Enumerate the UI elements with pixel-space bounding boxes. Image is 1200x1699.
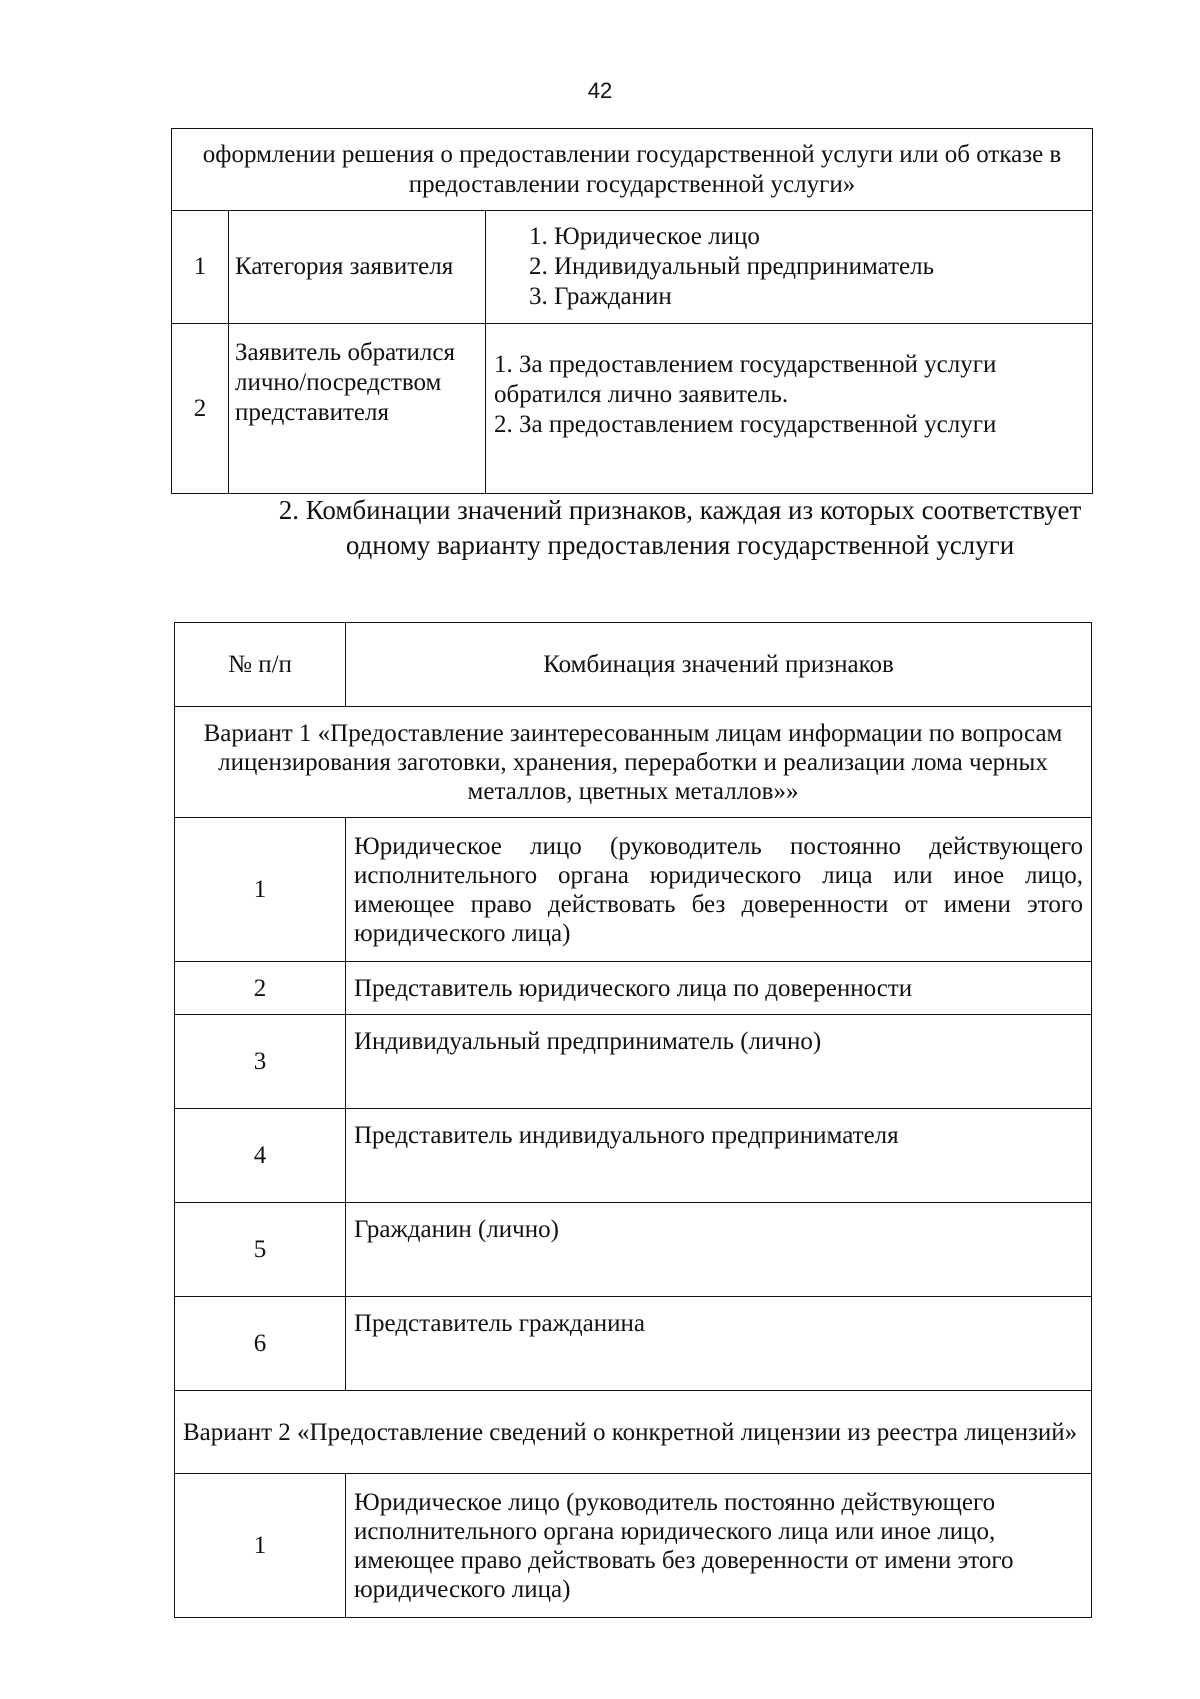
- table-row: [175, 1109, 1092, 1203]
- row-number: 6: [175, 1297, 346, 1391]
- variant-title: Вариант 1 «Предоставление заинтересованным лицам информации по вопросам лицензирования заготовки, хранения, переработки и реализации лома черных металлов, цветных металлов»»: [175, 707, 1092, 818]
- row-number: 5: [175, 1203, 346, 1297]
- criterion-values: [486, 211, 1093, 324]
- continuation-text: оформлении решения о предоставлении государственной услуги или об отказе в предоставлении государственной услуги»: [172, 129, 1093, 211]
- page-number: 42: [587, 78, 613, 103]
- list-item: 3. Гражданин: [554, 282, 1092, 312]
- column-header-combination: Комбинация значений признаков: [346, 623, 1092, 707]
- row-number: 4: [175, 1109, 346, 1203]
- criterion-values: [486, 324, 1093, 494]
- applicant-criteria-table: [171, 128, 1093, 494]
- heading-line: 2. Комбинации значений признаков, каждая из которых соответствует: [278, 495, 1082, 525]
- table-row: [175, 962, 1092, 1015]
- table-row: [172, 211, 1093, 324]
- list-item: 1. За предоставлением государственной услуги обратился лично заявитель.: [494, 351, 997, 408]
- variant-row: [175, 707, 1092, 818]
- row-number: 3: [175, 1015, 346, 1109]
- table-row: [175, 1297, 1092, 1391]
- column-header-number: № п/п: [175, 623, 346, 707]
- table-row: [175, 1203, 1092, 1297]
- combinations-table: [174, 622, 1092, 1618]
- row-number: 1: [175, 818, 346, 962]
- table-row: [172, 324, 1093, 494]
- row-text: Представитель юридического лица по доверенности: [346, 962, 1092, 1015]
- row-number: 1: [172, 211, 229, 324]
- heading-line: одному варианту предоставления государственной услуги: [345, 530, 1015, 560]
- criterion-label: Заявитель обратился лично/посредством представителя: [229, 324, 486, 494]
- row-text: Индивидуальный предприниматель (лично): [346, 1015, 1092, 1109]
- row-number: 2: [172, 324, 229, 494]
- row-text: Юридическое лицо (руководитель постоянно действующего исполнительного органа юридического лица или иное лицо, имеющее право действовать без доверенности от имени этого юридического лица): [346, 818, 1092, 962]
- list-item: 1. Юридическое лицо: [554, 222, 1092, 252]
- row-number: 2: [175, 962, 346, 1015]
- table-header-row: [175, 623, 1092, 707]
- row-text: Гражданин (лично): [346, 1203, 1092, 1297]
- row-number: 1: [175, 1474, 346, 1618]
- section-heading: [180, 493, 1180, 563]
- list-item: 2. За предоставлением государственной услуги: [494, 411, 997, 438]
- variant-row: [175, 1391, 1092, 1474]
- table-row: [175, 1015, 1092, 1109]
- variant-title: Вариант 2 «Предоставление сведений о конкретной лицензии из реестра лицензий»: [175, 1391, 1092, 1474]
- row-text: Юридическое лицо (руководитель постоянно действующего исполнительного органа юридического лица или иное лицо, имеющее право действовать без доверенности от имени этого юридического лица): [346, 1474, 1092, 1618]
- list-item: 2. Индивидуальный предприниматель: [554, 252, 1092, 282]
- criterion-label: Категория заявителя: [229, 211, 486, 324]
- table-row: [175, 1474, 1092, 1618]
- table-continuation-row: [172, 129, 1093, 211]
- row-text: Представитель индивидуального предпринимателя: [346, 1109, 1092, 1203]
- row-text: Представитель гражданина: [346, 1297, 1092, 1391]
- table-row: [175, 818, 1092, 962]
